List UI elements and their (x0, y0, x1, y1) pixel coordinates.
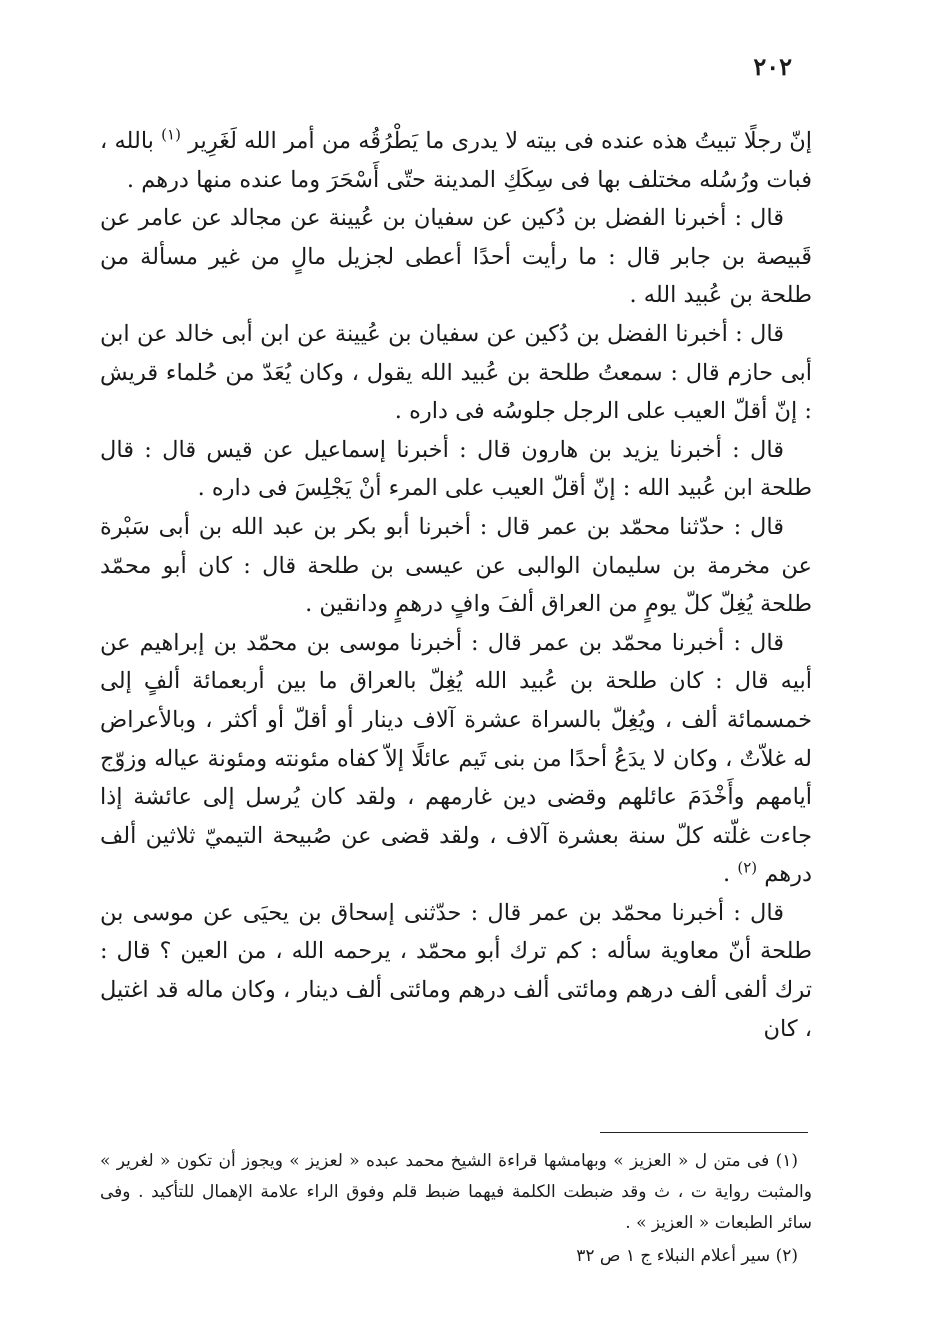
footnote-2: (٢) سير أعلام النبلاء ج ١ ص ٣٢ (576, 1246, 798, 1266)
paragraph-1-text: إنّ رجلًا تبيتُ هذه عنده فى بيته لا يدرى ما يَطْرُقُه من أمر الله لَغَرِير (188, 128, 813, 154)
footnote-separator (600, 1132, 808, 1133)
page-number: ٢٠٢ (753, 52, 792, 81)
paragraph-3: قال : أخبرنا الفضل بن دُكين عن سفيان بن عُيينة عن ابن أبى خالد عن ابن أبى حازم قال : سمعتُ طلحة بن عُبيد الله يقول ، وكان يُعَدّ من حُلماء قريش : إنّ أقلّ العيب على الرجل جلوسُه فى داره . (100, 320, 812, 425)
footnotes (100, 1146, 812, 1272)
footnote-1: (١) فى متن ل « العزيز » وبهامشها قراءة الشيخ محمد عبده « لعزيز » ويجوز أن تكون « لغرير » والمثبت رواية ت ، ث وقد ضبطت الكلمة فيهما ضبط قلم وفوق الراء علامة الإهمال للتأكيد . وفى سائر الطبعات « العزيز » . (100, 1151, 812, 1233)
paragraph-4: قال : أخبرنا يزيد بن هارون قال : أخبرنا إسماعيل عن قيس قال : قال طلحة ابن عُبيد الله : إنّ أقلّ العيب على المرء أنْ يَجْلِسَ فى داره . (100, 436, 812, 502)
paragraph-1 (100, 122, 812, 199)
footnote-ref-1[interactable]: (١) (161, 125, 181, 144)
main-text (100, 122, 812, 1048)
paragraph-7: قال : أخبرنا محمّد بن عمر قال : حدّثنى إسحاق بن يحيَى عن موسى بن طلحة أنّ معاوية سأله : كم ترك أبو محمّد ، يرحمه الله ، من العين ؟ قال : ترك ألفى ألف درهم ومائتى ألف درهم ومائتى ألف دينار ، وكان ماله قد اغتيل ، كان (100, 899, 812, 1042)
paragraph-6-text: قال : أخبرنا محمّد بن عمر قال : أخبرنا موسى بن محمّد بن إبراهيم عن أبيه قال : كان طلحة بن عُبيد الله يُغِلّ بالعراق ما بين أربعمائة ألفٍ إلى خمسمائة ألف ، ويُغِلّ بالسراة عشرة آلاف دينار أو أقلّ أو أكثر ، وبالأعراض له غلاّتٌ ، وكان لا يدَعُ أحدًا من بنى تَيم عائلًا إلاّ كفاه مئونته ومئونة عياله وزوّج أيامهم وأَخْدَمَ عائلهم وقضى دين غارمهم ، ولقد كان يُرسل إلى عائشة إذا جاءت غلّته كلّ سنة بعشرة آلاف ، ولقد قضى عن صُبيحة التيميّ ثلاثين ألف درهم (100, 629, 812, 888)
paragraph-5: قال : حدّثنا محمّد بن عمر قال : أخبرنا أبو بكر بن عبد الله بن أبى سَبْرة عن مخرمة بن سليمان الوالبى عن عيسى بن طلحة قال : كان أبو محمّد طلحة يُغِلّ كلّ يومٍ من العراق ألفَ وافٍ درهمٍ ودانقين . (100, 513, 812, 618)
paragraph-6-tail: . (723, 861, 731, 888)
footnote-ref-2[interactable]: (٢) (737, 858, 758, 877)
paragraph-6 (100, 624, 812, 894)
paragraph-1-tail: بالله ، فبات ورُسُله مختلف بها فى سِكَكِ المدينة حتّى أَسْحَرَ وما عنده منها درهم . (100, 128, 812, 193)
paragraph-2: قال : أخبرنا الفضل بن دُكين عن سفيان بن عُيينة عن مجالد عن عامر عن قَبيصة بن جابر قال : ما رأيت أحدًا أعطى لجزيل مالٍ من غير مسألة من طلحة بن عُبيد الله . (100, 205, 812, 309)
